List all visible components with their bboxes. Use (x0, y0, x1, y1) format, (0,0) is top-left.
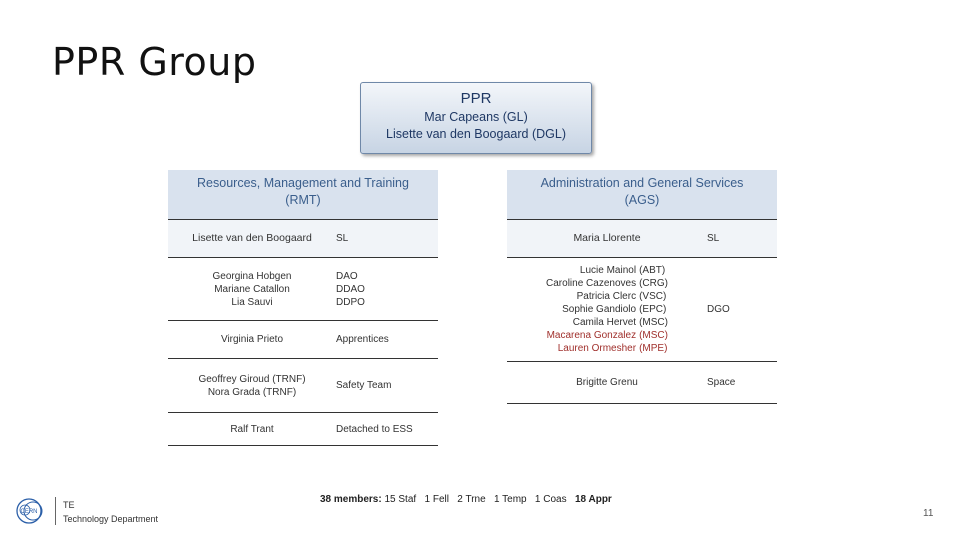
person-name: Ralf Trant (230, 423, 274, 435)
person-abbr: (VSC) (639, 291, 667, 302)
members-apprentices: 18 Appr (574, 494, 612, 505)
members-breakdown: 15 Staf 1 Fell 2 Trne 1 Temp 1 Coas (381, 494, 575, 505)
rmt-row-apprentices (168, 321, 438, 359)
person-abbr: (ABT) (639, 265, 666, 276)
person-role: Detached to ESS (336, 423, 413, 435)
cern-logo-icon (11, 496, 47, 526)
person-name: Georgina Hobgen (212, 270, 292, 282)
person-abbr: (MSC) (639, 317, 668, 328)
ags-header (507, 170, 777, 220)
person-role: DDPO (336, 296, 365, 308)
ags-staff-abbrs (639, 264, 668, 355)
person-name-highlight: Macarena Gonzalez (546, 330, 637, 341)
rmt-row-names (168, 270, 336, 309)
person-role: Safety Team (336, 380, 392, 391)
person-name: Lia Sauvi (231, 296, 273, 308)
person-abbr: (CRG) (639, 278, 668, 289)
rmt-row-detached (168, 413, 438, 446)
ags-lead-role: SL (707, 233, 720, 244)
rmt-lead-name: Lisette van den Boogaard (192, 232, 312, 244)
person-name: Virginia Prieto (220, 334, 284, 345)
ags-lead-row (507, 220, 777, 258)
group-leader: Mar Capeans (GL) (424, 110, 528, 124)
ags-staff-names (546, 264, 639, 355)
ags-section (507, 170, 777, 404)
footer-divider (55, 497, 56, 525)
person-name: Brigitte Grenu (576, 377, 638, 388)
rmt-row-admin (168, 258, 438, 321)
person-role: Space (707, 377, 736, 388)
ags-header-title: Administration and General Services (540, 176, 744, 190)
person-name: Caroline Cazenoves (546, 278, 637, 289)
ags-lead-name: Maria Llorente (573, 232, 641, 244)
person-name: Lucie Mainol (579, 265, 637, 276)
rmt-header-abbr: (RMT) (285, 193, 321, 207)
person-abbr-highlight: (MSC) (639, 330, 668, 341)
rmt-row-roles (336, 270, 438, 309)
person-name-highlight: Lauren Ormesher (557, 343, 637, 354)
rmt-header (168, 170, 438, 220)
person-name: Camila Hervet (572, 317, 637, 328)
slide-title: PPR Group (52, 40, 257, 84)
ppr-box-title: PPR (460, 90, 492, 107)
person-role: DAO (336, 270, 358, 282)
ppr-group-box (360, 82, 592, 154)
person-abbr-highlight: (MPE) (639, 343, 668, 354)
ags-row-space (507, 362, 777, 404)
person-role: Apprentices (336, 334, 389, 345)
ags-staff-role: DGO (707, 304, 730, 315)
person-name: Nora Grada (TRNF) (207, 386, 297, 398)
logo-text: CERN (20, 509, 38, 515)
rmt-lead-row (168, 220, 438, 258)
members-count: 38 members: (320, 494, 382, 505)
rmt-lead-role: SL (336, 233, 349, 244)
rmt-row-names (168, 373, 336, 399)
person-name: Sophie Gandiolo (562, 304, 637, 315)
dept-name: Technology Department (63, 514, 159, 524)
ags-staff-list (507, 264, 707, 355)
ags-header-abbr: (AGS) (624, 193, 660, 207)
person-abbr: (EPC) (639, 304, 667, 315)
person-name: Patricia Clerc (576, 291, 637, 302)
members-summary (320, 494, 612, 505)
ags-row-staff (507, 258, 777, 362)
person-role: DDAO (336, 283, 365, 295)
dept-code: TE (63, 500, 75, 510)
rmt-header-title: Resources, Management and Training (197, 176, 409, 190)
deputy-group-leader: Lisette van den Boogaard (DGL) (386, 127, 566, 141)
rmt-row-safety (168, 359, 438, 413)
person-name: Mariane Catallon (214, 283, 290, 295)
person-name: Geoffrey Giroud (TRNF) (198, 373, 306, 385)
page-number: 11 (923, 508, 934, 519)
rmt-section (168, 170, 438, 446)
